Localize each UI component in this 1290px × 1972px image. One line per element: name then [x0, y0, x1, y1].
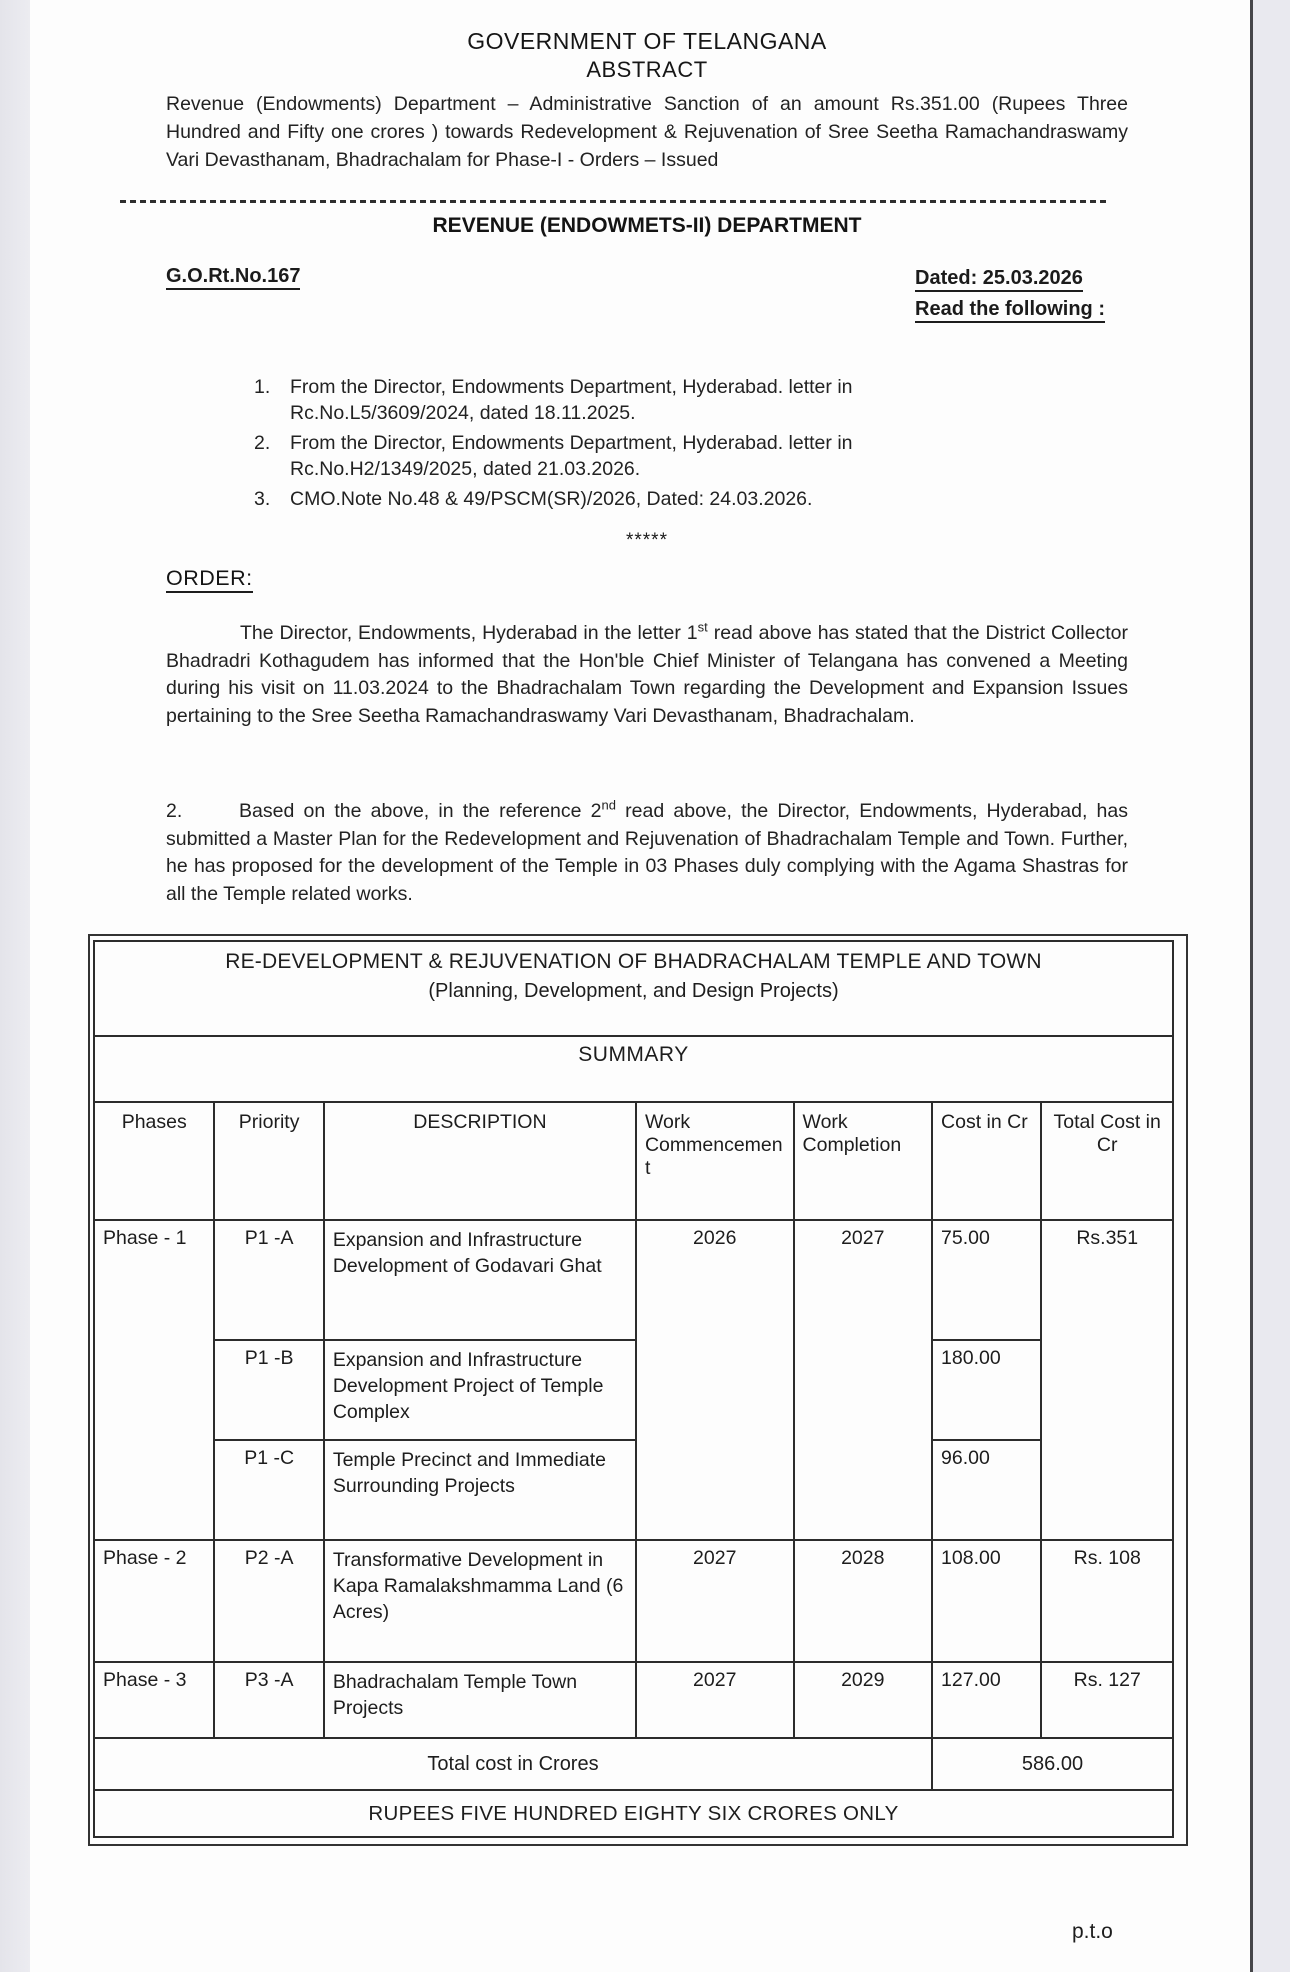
- cell-total-cost: Rs. 108: [1041, 1540, 1173, 1662]
- cell-priority: P1 -A: [214, 1220, 323, 1340]
- cell-phase: Phase - 3: [94, 1662, 214, 1738]
- cell-priority: P1 -C: [214, 1440, 323, 1540]
- header-priority: Priority: [214, 1102, 323, 1220]
- reference-number: 3.: [254, 488, 271, 510]
- cell-work-commencement: 2026: [636, 1220, 794, 1540]
- paragraph-text: Based on the above, in the reference 2: [239, 800, 602, 822]
- cell-priority: P3 -A: [214, 1662, 323, 1738]
- document-subtitle: ABSTRACT: [586, 57, 708, 82]
- paragraph-text: The Director, Endowments, Hyderabad in the letter 1: [240, 622, 698, 644]
- dated-block: [915, 263, 1105, 325]
- cell-description: Bhadrachalam Temple Town Projects: [324, 1662, 636, 1738]
- table-header-row: [94, 1102, 1173, 1220]
- table-amount-words-row: [94, 1790, 1173, 1837]
- summary-table-wrapper: [88, 934, 1188, 1846]
- dated-line: [915, 263, 1105, 294]
- table-row-phase1-a: [94, 1220, 1173, 1340]
- table-title: RE-DEVELOPMENT & REJUVENATION OF BHADRACHALAM TEMPLE AND TOWN: [225, 950, 1042, 973]
- cell-description: Expansion and Infrastructure Development Project of Temple Complex: [324, 1340, 636, 1440]
- paragraph-text: read above has stated that the District Collector Bhadradri Kothagudem has informed that the Hon'ble Chief Minister of Telangana has convened a Meeting during his visit on 11.03.2024 to the Bhadrachalam Town regarding the Development and Expansion Issues pertaining to the Sree Seetha Ramachandraswamy Vari Devasthanam, Bhadrachalam.: [166, 622, 1128, 727]
- go-number-text: G.O.Rt.No.167: [166, 265, 300, 290]
- cell-work-completion: 2029: [794, 1662, 933, 1738]
- ordinal-superscript: st: [697, 619, 708, 635]
- scan-gutter-left: [0, 0, 30, 1972]
- table-section-label: SUMMARY: [94, 1036, 1173, 1102]
- order-heading-text: ORDER:: [166, 566, 253, 593]
- cell-priority: P1 -B: [214, 1340, 323, 1440]
- scan-gutter-right: [1253, 0, 1290, 1972]
- cell-cost: 75.00: [932, 1220, 1041, 1340]
- cell-cost: 180.00: [932, 1340, 1041, 1440]
- total-value: 586.00: [932, 1738, 1173, 1790]
- cell-work-commencement: 2027: [636, 1662, 794, 1738]
- amount-in-words: RUPEES FIVE HUNDRED EIGHTY SIX CRORES ONLY: [94, 1790, 1173, 1837]
- reference-text: From the Director, Endowments Department, Hyderabad. letter in Rc.No.L5/3609/2024, dated 18.11.2025.: [290, 376, 853, 424]
- table-row-phase2: [94, 1540, 1173, 1662]
- order-heading: [166, 566, 253, 591]
- table-total-row: [94, 1738, 1173, 1790]
- reference-text: CMO.Note No.48 & 49/PSCM(SR)/2026, Dated: 24.03.2026.: [290, 488, 813, 510]
- cell-description: Temple Precinct and Immediate Surrounding Projects: [324, 1440, 636, 1540]
- cell-priority: P2 -A: [214, 1540, 323, 1662]
- reference-number: 2.: [254, 432, 271, 454]
- department-heading: REVENUE (ENDOWMETS-II) DEPARTMENT: [432, 214, 862, 237]
- reference-number: 1.: [254, 376, 271, 398]
- header-work-completion: Work Completion: [794, 1102, 933, 1220]
- reference-item: [254, 486, 974, 512]
- go-number: [166, 265, 300, 288]
- references-list: [254, 374, 974, 516]
- cell-cost: 127.00: [932, 1662, 1041, 1738]
- table-subtitle: (Planning, Development, and Design Projects): [428, 980, 839, 1002]
- ordinal-superscript: nd: [601, 797, 616, 813]
- table-title-row: [94, 941, 1173, 1036]
- read-following-label: Read the following :: [915, 298, 1105, 323]
- separator-dashed-line: [120, 200, 1110, 203]
- reference-item: [254, 374, 974, 426]
- table-title-cell: [94, 941, 1173, 1036]
- paragraph-text: read above, the Director, Endowments, Hyderabad, has submitted a Master Plan for the Redevelopment and Rejuvenation of Bhadrachalam Temple and Town. Further, he has proposed for the development of the Temple in 03 Phases duly complying with the Agama Shastras for all the Temple related works.: [166, 800, 1128, 905]
- dated-label: Dated: 25.03.2026: [915, 267, 1083, 292]
- total-label: Total cost in Crores: [94, 1738, 932, 1790]
- document-page: [30, 0, 1253, 1972]
- cell-cost: 96.00: [932, 1440, 1041, 1540]
- cell-work-completion: 2028: [794, 1540, 933, 1662]
- header-total-cost: Total Cost in Cr: [1041, 1102, 1173, 1220]
- cell-description: Transformative Development in Kapa Ramalakshmamma Land (6 Acres): [324, 1540, 636, 1662]
- table-section-row: [94, 1036, 1173, 1102]
- header-work-commencement: Work Commencement: [636, 1102, 794, 1220]
- header-description: DESCRIPTION: [324, 1102, 636, 1220]
- paragraph-number: 2.: [166, 800, 183, 822]
- cell-total-cost: Rs. 127: [1041, 1662, 1173, 1738]
- cell-work-commencement: 2027: [636, 1540, 794, 1662]
- header-phases: Phases: [94, 1102, 214, 1220]
- document-title: GOVERNMENT OF TELANGANA: [467, 28, 827, 54]
- header-cost: Cost in Cr: [932, 1102, 1041, 1220]
- cell-total-cost: Rs.351: [1041, 1220, 1173, 1540]
- cell-cost: 108.00: [932, 1540, 1041, 1662]
- order-paragraph-1: [166, 620, 1128, 730]
- stars-separator: *****: [626, 530, 668, 551]
- abstract-paragraph: Revenue (Endowments) Department – Administrative Sanction of an amount Rs.351.00 (Rupees Three Hundred and Fifty one crores ) towards Redevelopment & Rejuvenation of Sree Seetha Ramachandraswamy Vari Devasthanam, Bhadrachalam for Phase-I - Orders – Issued: [166, 93, 1128, 171]
- reference-text: From the Director, Endowments Department, Hyderabad. letter in Rc.No.H2/1349/2025, dated 21.03.2026.: [290, 432, 853, 480]
- table-row-phase1-c: [94, 1440, 1173, 1540]
- cell-description: Expansion and Infrastructure Development of Godavari Ghat: [324, 1220, 636, 1340]
- table-row-phase3: [94, 1662, 1173, 1738]
- order-paragraph-2: [166, 798, 1128, 908]
- reference-item: [254, 430, 974, 482]
- cell-work-completion: 2027: [794, 1220, 933, 1540]
- read-following-line: [915, 294, 1105, 325]
- cell-phase: Phase - 2: [94, 1540, 214, 1662]
- summary-table: [93, 940, 1174, 1838]
- table-row-phase1-b: [94, 1340, 1173, 1440]
- cell-phase: Phase - 1: [94, 1220, 214, 1540]
- page-turn-note: p.t.o: [1072, 1920, 1113, 1943]
